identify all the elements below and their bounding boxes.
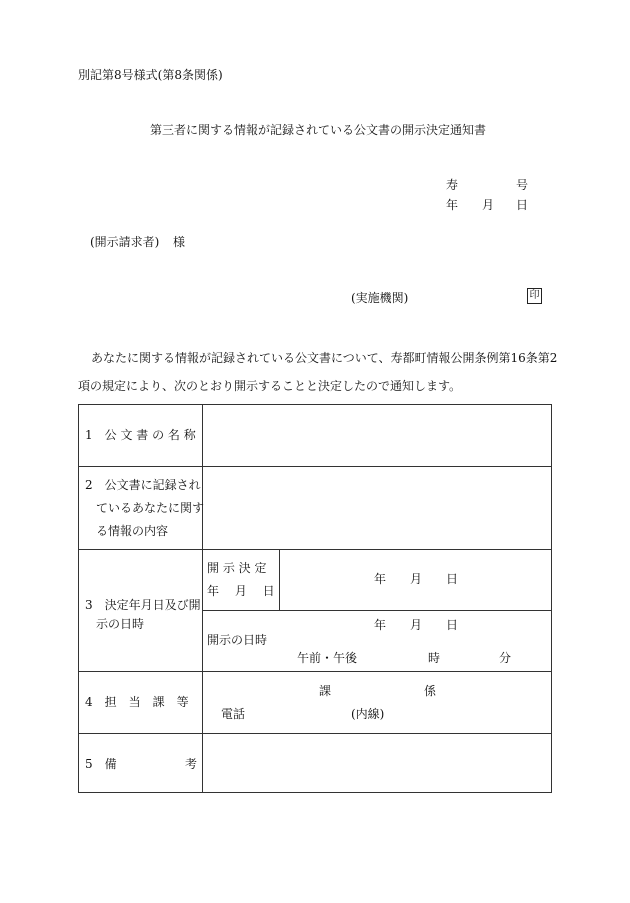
honorific: 様 bbox=[173, 235, 186, 249]
row2-label-l1: 2 公文書に記録され bbox=[85, 478, 201, 492]
number-prefix: 寿 bbox=[446, 178, 459, 192]
number-suffix: 号 bbox=[516, 178, 529, 192]
issuer-label: (実施機関) bbox=[351, 291, 409, 305]
hour-label: 時 bbox=[428, 651, 441, 665]
information-content-field[interactable] bbox=[203, 467, 551, 549]
body-text-line2: 項の規定により、次のとおり開示することと決定したので通知します。 bbox=[78, 379, 462, 393]
decision-date-label-l1: 開 示 決 定 bbox=[207, 561, 267, 575]
row4-label: 4 担 当 課 等 bbox=[85, 695, 189, 709]
date-year: 年 bbox=[446, 198, 459, 212]
extension-label: (内線) bbox=[351, 707, 385, 721]
row-divider bbox=[79, 549, 551, 550]
disclosure-table bbox=[78, 404, 552, 793]
phone-label: 電話 bbox=[221, 707, 246, 721]
row2-label-l3: る情報の内容 bbox=[96, 524, 169, 538]
form-label: 別記第8号様式(第8条関係) bbox=[78, 68, 223, 82]
seal-stamp: 印 bbox=[527, 288, 542, 304]
body-text-line1: あなたに関する情報が記録されている公文書について、寿都町情報公開条例第16条第2 bbox=[91, 351, 558, 365]
row3-label-l1: 3 決定年月日及び開 bbox=[85, 598, 201, 612]
decision-date-label-l2: 年 月 日 bbox=[207, 584, 275, 598]
remarks-field[interactable] bbox=[203, 734, 551, 792]
section-label: 課 bbox=[319, 684, 332, 698]
row5-label-right: 考 bbox=[185, 757, 198, 771]
row-divider bbox=[79, 671, 551, 672]
document-title: 第三者に関する情報が記録されている公文書の開示決定通知書 bbox=[150, 123, 487, 137]
row5-label-left: 5 備 bbox=[85, 757, 117, 771]
disclosure-date-value[interactable]: 年 月 日 bbox=[374, 618, 459, 632]
date-month: 月 bbox=[482, 198, 495, 212]
row3-label-l2: 示の日時 bbox=[96, 617, 145, 631]
row2-label-l2: ているあなたに関す bbox=[96, 501, 205, 515]
decision-date-value[interactable]: 年 月 日 bbox=[374, 572, 459, 586]
minute-label: 分 bbox=[499, 651, 512, 665]
row-divider bbox=[203, 610, 551, 611]
disclosure-time-label: 開示の日時 bbox=[207, 633, 268, 647]
document-name-field[interactable] bbox=[203, 405, 551, 466]
ampm-choice[interactable]: 午前・午後 bbox=[297, 651, 358, 665]
row1-label: 1 公 文 書 の 名 称 bbox=[85, 428, 196, 442]
subsection-label: 係 bbox=[424, 684, 437, 698]
requester-label: (開示請求者) bbox=[90, 235, 160, 249]
column-divider bbox=[279, 549, 280, 610]
date-day: 日 bbox=[516, 198, 529, 212]
